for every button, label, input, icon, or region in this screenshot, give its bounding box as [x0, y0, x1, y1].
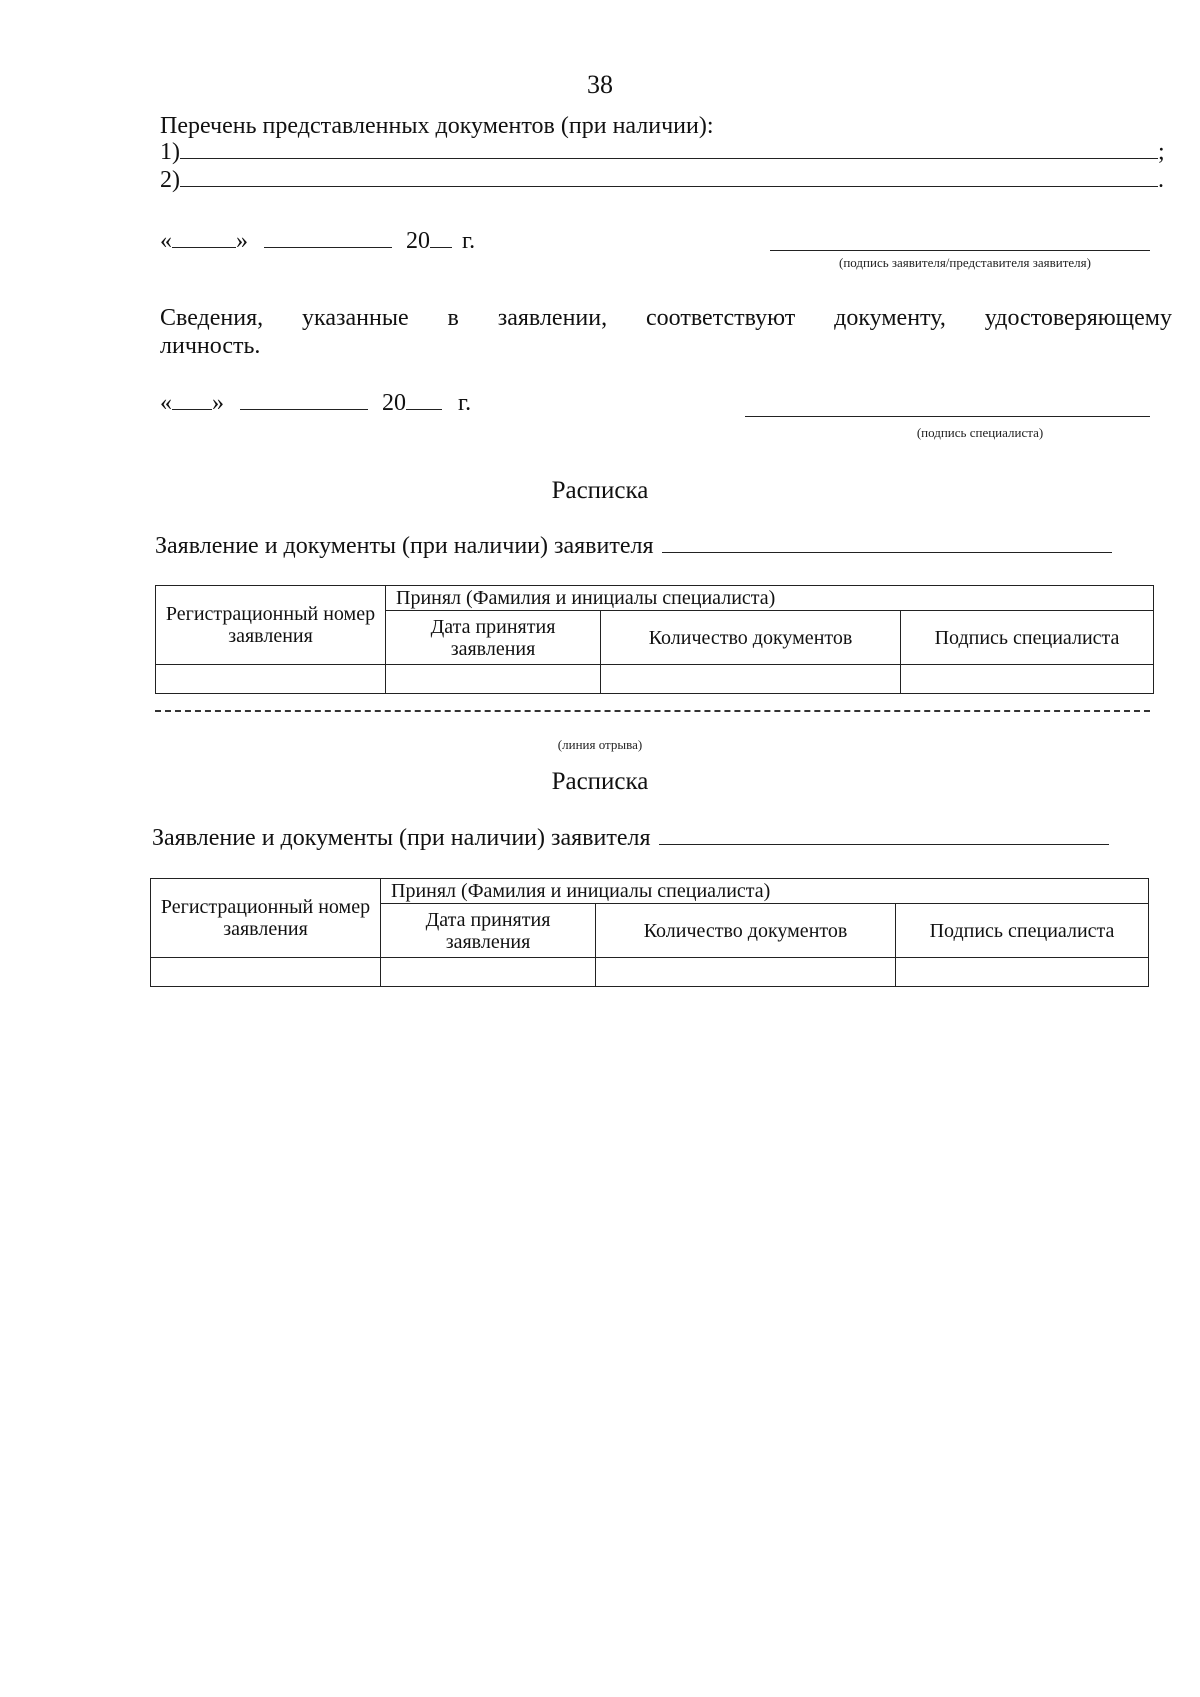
item-end: . [1158, 167, 1164, 193]
open-quote: « [160, 228, 172, 254]
receipt-line-2 [152, 825, 1109, 852]
reg-number-cell[interactable] [156, 665, 386, 694]
reg-number-header: Регистрационный номер заявления [151, 879, 381, 958]
count-header: Количество документов [601, 611, 901, 665]
specialist-signature-caption: (подпись специалиста) [916, 425, 1044, 440]
reg-number-cell[interactable] [151, 958, 381, 987]
receipt-line-label: Заявление и документы (при наличии) заявителя [152, 825, 651, 851]
tear-line-caption: (линия отрыва) [557, 737, 643, 752]
date-cell[interactable] [381, 958, 596, 987]
count-header: Количество документов [596, 904, 896, 958]
year-suffix: г. [458, 390, 472, 416]
year-field[interactable] [430, 246, 452, 248]
year-prefix: 20 [406, 228, 430, 254]
close-quote: » [212, 390, 224, 416]
day-field[interactable] [172, 246, 236, 248]
applicant-signature-line[interactable] [770, 250, 1150, 251]
date-line-applicant [160, 228, 475, 255]
accepted-header: Принял (Фамилия и инициалы специалиста) [381, 879, 1149, 904]
item-end: ; [1158, 139, 1165, 165]
day-field[interactable] [172, 408, 212, 410]
year-prefix: 20 [382, 390, 406, 416]
count-cell[interactable] [596, 958, 896, 987]
reg-number-header: Регистрационный номер заявления [156, 586, 386, 665]
verification-text: Сведения, указанные в заявлении, соответствуют документу, удостоверяющему [160, 305, 1172, 331]
table-row [151, 958, 1149, 987]
item-marker: 1) [160, 139, 180, 165]
signature-cell[interactable] [896, 958, 1149, 987]
receipt-title-1: Расписка [551, 477, 649, 504]
verification-text-end: личность. [160, 333, 261, 359]
receipt-line-label: Заявление и документы (при наличии) заявителя [155, 533, 654, 559]
count-cell[interactable] [601, 665, 901, 694]
documents-item-1 [160, 139, 1165, 166]
item-marker: 2) [160, 167, 180, 193]
table-row [156, 665, 1154, 694]
applicant-signature-caption: (подпись заявителя/представителя заявителя) [839, 255, 1091, 270]
documents-heading: Перечень представленных документов (при наличии): [160, 113, 714, 139]
specialist-signature-line[interactable] [745, 416, 1150, 417]
year-suffix: г. [462, 228, 476, 254]
tear-line [155, 710, 1150, 712]
month-field[interactable] [264, 246, 392, 248]
receipt-table-1 [155, 585, 1154, 694]
receipt-title-2: Расписка [551, 768, 649, 795]
open-quote: « [160, 390, 172, 416]
month-field[interactable] [240, 408, 368, 410]
date-header: Дата принятия заявления [381, 904, 596, 958]
date-cell[interactable] [386, 665, 601, 694]
receipt-table-2 [150, 878, 1149, 987]
documents-item-2 [160, 167, 1164, 194]
signature-cell[interactable] [901, 665, 1154, 694]
signature-header: Подпись специалиста [901, 611, 1154, 665]
applicant-name-field[interactable] [662, 551, 1112, 553]
date-header: Дата принятия заявления [386, 611, 601, 665]
document-line-2[interactable] [180, 185, 1158, 187]
year-field[interactable] [406, 408, 442, 410]
accepted-header: Принял (Фамилия и инициалы специалиста) [386, 586, 1154, 611]
close-quote: » [236, 228, 248, 254]
receipt-line-1 [155, 533, 1112, 560]
applicant-name-field[interactable] [659, 843, 1109, 845]
document-line-1[interactable] [180, 157, 1158, 159]
page-number: 38 [587, 70, 613, 99]
date-line-specialist [160, 390, 471, 417]
signature-header: Подпись специалиста [896, 904, 1149, 958]
